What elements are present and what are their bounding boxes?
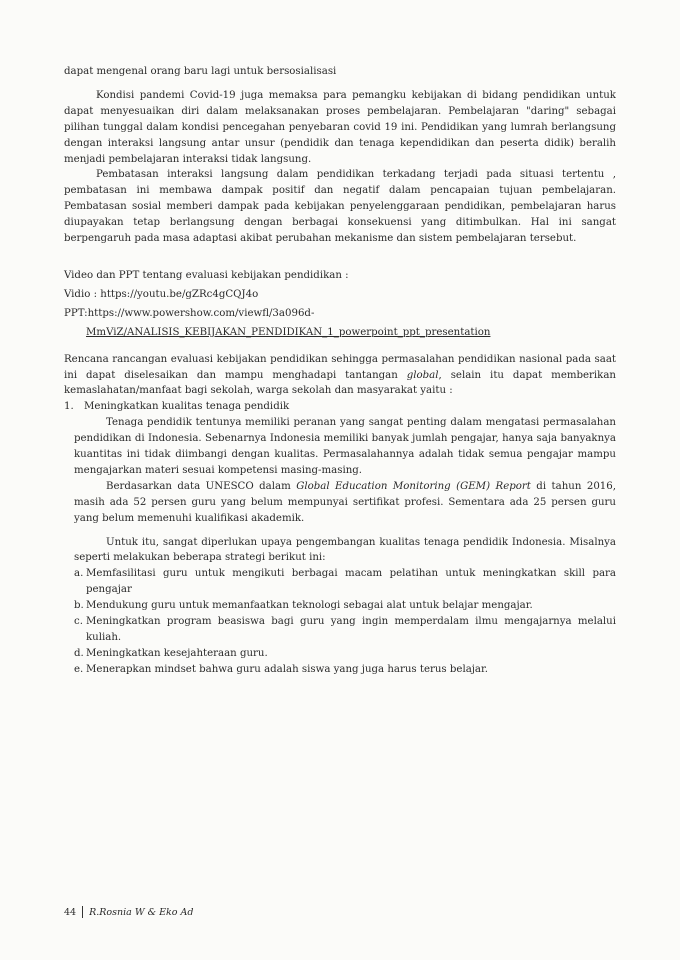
paragraph-intro: dapat mengenal orang baru lagi untuk bersosialisasi (64, 66, 337, 77)
video-link[interactable]: Vidio : https://youtu.be/gZRc4gCQJ4o (64, 288, 259, 300)
references-heading: Video dan PPT tentang evaluasi kebijakan pendidikan : (64, 269, 349, 281)
item-number: 1. (64, 401, 74, 413)
strategy-list (64, 566, 616, 677)
unesco-report-title: Global Education Monitoring (GEM) Report (296, 480, 531, 492)
ppt-link[interactable]: PPT:https://www.powershow.com/viewfl/3a096d- (64, 307, 315, 319)
plan-text-a: Rencana rancangan evaluasi kebijakan pendidikan sehingga permasalahan pendidikan nasional pada saat ini dapat diselesaikan dan mampu menghadapi tantangan (64, 353, 616, 381)
references-block (64, 268, 616, 341)
list-text: Meningkatkan kesejahteraan guru. (86, 647, 268, 659)
list-item (64, 646, 616, 662)
page-number: 44 (64, 906, 77, 918)
list-text: Meningkatkan program beasiswa bagi guru yang ingin memperdalam ilmu mengajarnya melalui kuliah. (86, 616, 616, 643)
footer-divider (82, 906, 83, 918)
list-marker: b. (74, 600, 84, 612)
list-marker: e. (74, 663, 84, 675)
page-footer (64, 906, 194, 918)
item-1-body (64, 415, 616, 566)
list-marker: a. (74, 568, 84, 580)
paragraph-unesco (74, 479, 616, 527)
document-body (64, 64, 616, 678)
list-marker: d. (74, 647, 84, 659)
list-item (64, 662, 616, 678)
unesco-text-b: di tahun 2016, masih ada 52 persen guru yang belum mempunyai sertifikat profesi. Sementara ada 25 persen guru yang belum memenuhi kualifikasi akademik. (74, 480, 617, 524)
paragraph-plan (64, 352, 616, 400)
ppt-link-continued[interactable]: MmViZ/ANALISIS_KEBIJAKAN_PENDIDIKAN_1_powerpoint_ppt_presentation (86, 326, 491, 338)
paragraph-strategy: Untuk itu, sangat diperlukan upaya pengembangan kualitas tenaga pendidik Indonesia. Misalnya seperti melakukan beberapa strategi berikut ini: (74, 536, 616, 564)
list-text: Mendukung guru untuk memanfaatkan teknologi sebagai alat untuk belajar mengajar. (86, 600, 533, 612)
list-item (64, 614, 616, 646)
list-text: Memfasilitasi guru untuk mengikuti berbagai macam pelatihan untuk meningkatkan skill para pengajar (86, 568, 616, 596)
list-text: Menerapkan mindset bahwa guru adalah siswa yang juga harus terus belajar. (86, 663, 488, 675)
plan-text-emphasis: global (406, 369, 439, 381)
plan-text-b: , selain itu dapat memberikan kemaslahatan/manfaat bagi sekolah, warga sekolah dan masyarakat yaitu : (64, 369, 616, 397)
paragraph-pandemic: Kondisi pandemi Covid-19 juga memaksa para pemangku kebijakan di bidang pendidikan untuk dapat menyesuaikan diri dalam melaksanakan proses pembelajaran. Pembelajaran "daring" sebagai pilihan tunggal dalam kondisi pencegahan penyebaran covid 19 ini. Pendidikan yang lumrah berlangsung dengan interaksi langsung antar unsur (pendidik dan tenaga kependidikan dan peserta didik) beralih menjadi pembelajaran interaksi tidak langsung. (64, 89, 616, 165)
numbered-item-1 (64, 399, 616, 415)
list-item (64, 598, 616, 614)
paragraph-restriction: Pembatasan interaksi langsung dalam pendidikan terkadang terjadi pada situasi tertentu , pembatasan ini membawa dampak positif dan negatif dalam pencapaian tujuan pembelajaran. Pembatasan sosial memberi dampak pada kebijakan penyelenggaraan pendidikan, pembelajaran harus diupayakan tetap berlangsung dengan berbagai konsekuensi yang ditimbulkan. Hal ini sangat berpengaruh pada masa adaptasi akibat perubahan mekanisme dan sistem pembelajaran tersebut. (64, 169, 616, 245)
paragraph-teachers: Tenaga pendidik tentunya memiliki peranan yang sangat penting dalam mengatasi permasalahan pendidikan di Indonesia. Sebenarnya Indonesia memiliki banyak jumlah pengajar, hanya saja banyaknya kuantitas ini tidak diimbangi dengan kualitas. Permasalahannya adalah tidak semua pengajar mampu mengajarkan materi sesuai kompetensi masing-masing. (74, 417, 616, 476)
list-marker: c. (74, 616, 83, 628)
unesco-text-a: Berdasarkan data UNESCO dalam (106, 480, 297, 492)
list-item (64, 566, 616, 598)
footer-authors: R.Rosnia W & Eko Ad (89, 906, 194, 918)
item-title: Meningkatkan kualitas tenaga pendidik (84, 401, 290, 413)
